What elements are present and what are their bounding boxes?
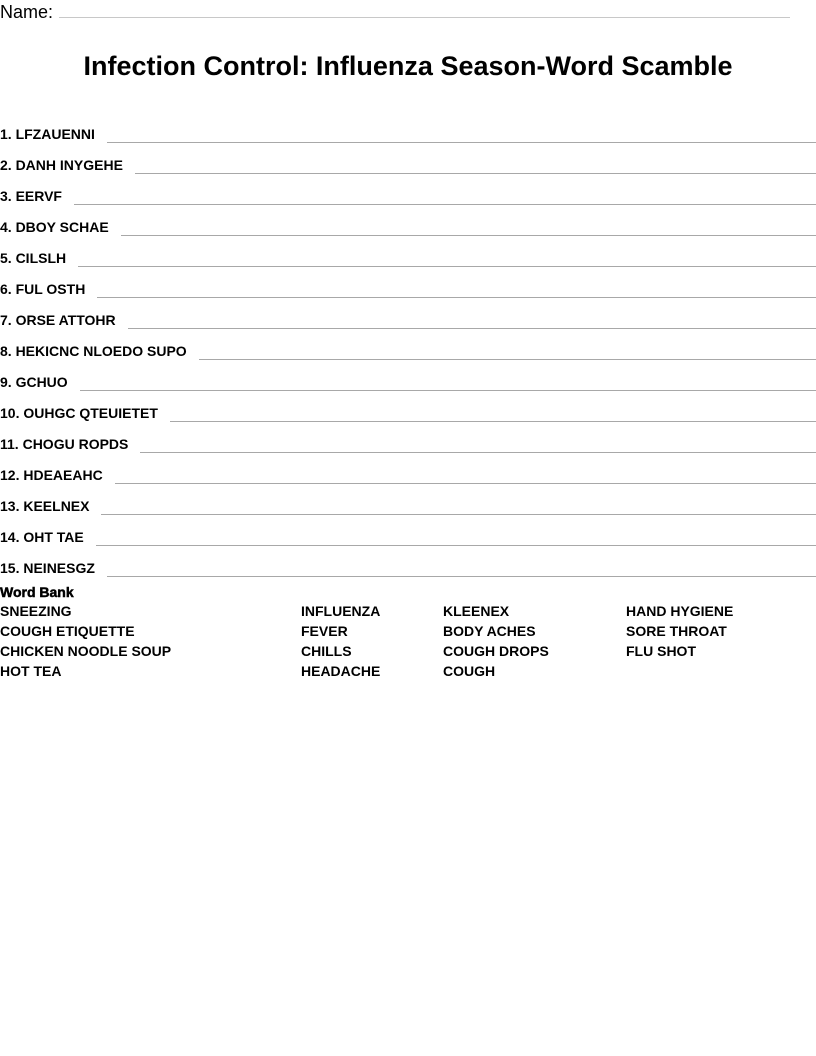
answer-line[interactable] [107, 576, 816, 577]
problem-row [0, 298, 816, 329]
word-bank [0, 584, 816, 680]
word-bank-item: INFLUENZA [301, 603, 381, 619]
word-bank-item: COUGH DROPS [443, 643, 549, 659]
word-bank-item: HAND HYGIENE [626, 603, 734, 619]
word-bank-item: BODY ACHES [443, 623, 536, 639]
word-bank-item: CHICKEN NOODLE SOUP [0, 643, 172, 659]
answer-line[interactable] [170, 421, 816, 422]
answer-line[interactable] [115, 483, 816, 484]
word-bank-item: SORE THROAT [626, 623, 727, 639]
problem-row [0, 422, 816, 453]
answer-line[interactable] [128, 328, 816, 329]
scrambled-word: 9. GCHUO [0, 374, 68, 390]
word-bank-item: COUGH [443, 663, 496, 679]
answer-line[interactable] [80, 390, 816, 391]
word-bank-row [0, 620, 816, 640]
answer-line[interactable] [107, 142, 816, 143]
problem-row [0, 360, 816, 391]
answer-line[interactable] [135, 173, 816, 174]
scrambled-word: 1. LFZAUENNI [0, 126, 95, 142]
word-bank-item: CHILLS [301, 643, 352, 659]
problem-row [0, 267, 816, 298]
scrambled-word: 2. DANH INYGEHE [0, 157, 123, 173]
scrambled-word: 10. OUHGC QTEUIETET [0, 405, 158, 421]
answer-line[interactable] [96, 545, 816, 546]
problem-row [0, 112, 816, 143]
word-bank-row [0, 640, 816, 660]
word-bank-item: SNEEZING [0, 603, 72, 619]
word-bank-item: HOT TEA [0, 663, 62, 679]
problem-row [0, 515, 816, 546]
answer-line[interactable] [140, 452, 816, 453]
scrambled-word: 4. DBOY SCHAE [0, 219, 109, 235]
answer-line[interactable] [199, 359, 816, 360]
answer-line[interactable] [97, 297, 816, 298]
answer-line[interactable] [78, 266, 816, 267]
problem-row [0, 205, 816, 236]
word-bank-item: HEADACHE [301, 663, 381, 679]
name-line[interactable] [59, 17, 790, 18]
problem-row [0, 174, 816, 205]
scrambled-word: 3. EERVF [0, 188, 62, 204]
answer-line[interactable] [101, 514, 816, 515]
problem-row [0, 546, 816, 577]
word-bank-row [0, 600, 816, 620]
problem-row [0, 236, 816, 267]
scrambled-word: 12. HDEAEAHC [0, 467, 103, 483]
word-bank-item: KLEENEX [443, 603, 510, 619]
problem-row [0, 143, 816, 174]
problem-row [0, 484, 816, 515]
answer-line[interactable] [121, 235, 816, 236]
scrambled-word: 13. KEELNEX [0, 498, 90, 514]
scrambled-word: 15. NEINESGZ [0, 560, 95, 576]
scrambled-word: 6. FUL OSTH [0, 281, 86, 297]
word-bank-item: FLU SHOT [626, 643, 696, 659]
scrambled-word: 14. OHT TAE [0, 529, 84, 545]
problem-row [0, 329, 816, 360]
name-label: Name: [0, 2, 54, 22]
word-bank-title: Word Bank [0, 584, 74, 600]
problem-row [0, 391, 816, 422]
word-bank-row [0, 660, 816, 680]
scrambled-word: 11. CHOGU ROPDS [0, 436, 129, 452]
name-field[interactable] [0, 0, 790, 22]
word-bank-item: FEVER [301, 623, 348, 639]
scrambled-word: 8. HEKICNC NLOEDO SUPO [0, 343, 187, 359]
scrambled-word: 5. CILSLH [0, 250, 67, 266]
word-bank-item: COUGH ETIQUETTE [0, 623, 135, 639]
scrambled-word: 7. ORSE ATTOHR [0, 312, 116, 328]
problem-row [0, 453, 816, 484]
page-title: Infection Control: Influenza Season-Word Scamble [83, 51, 733, 81]
answer-line[interactable] [74, 204, 816, 205]
problem-list [0, 112, 816, 577]
